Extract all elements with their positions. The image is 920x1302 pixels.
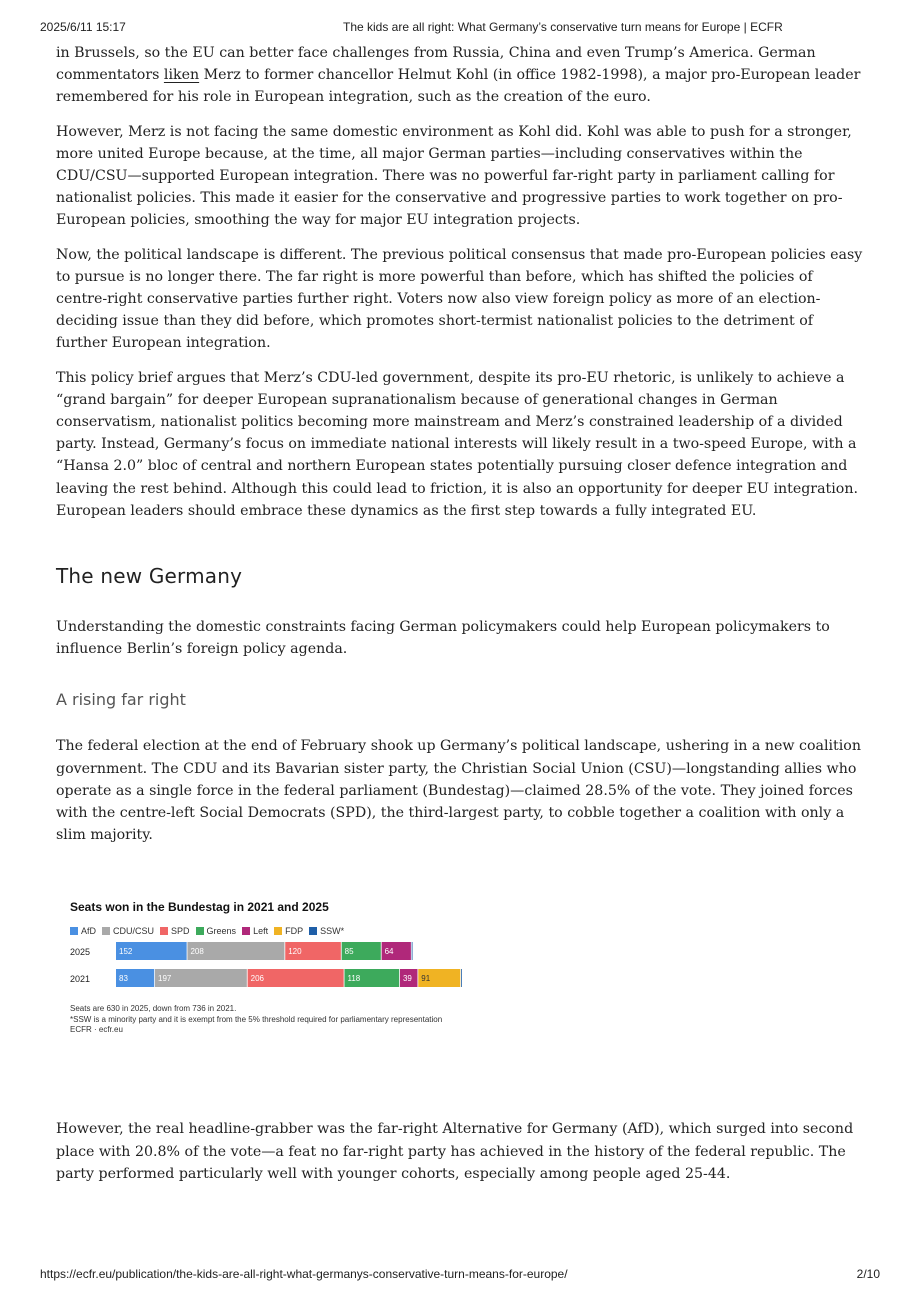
liken-link[interactable]: liken — [163, 67, 200, 84]
paragraph-4: This policy brief argues that Merz’s CDU-led government, despite its pro-EU rhetoric, is unlikely to achieve a “grand bargain” for deeper European supranationalism because of generational changes in German conservatism, nationalist politics becoming more mainstream and Merz’s constrained leadership of a divided party. Instead, Germany’s focus on immediate national interests will likely result in a two-speed Europe, with a “Hansa 2.0” bloc of central and northern European states potentially pursuing closer defence integration and leaving the rest behind. Although this could lead to friction, it is also an opportunity for deeper EU integration. European leaders should embrace these dynamics as the first step towards a fully integrated EU. — [56, 369, 858, 519]
legend-swatch — [309, 927, 317, 935]
paragraph-1 — [56, 42, 868, 109]
chart-legend — [70, 926, 344, 936]
print-page-title: The kids are all right: What Germany’s conservative turn means for Europe | ECFR — [343, 20, 783, 34]
legend-label: SSW* — [320, 926, 345, 937]
section-heading: The new Germany — [56, 564, 243, 589]
legend-item-ssw — [309, 926, 344, 936]
print-datetime: 2025/6/11 15:17 — [40, 20, 126, 34]
bar-value-label: 85 — [344, 947, 354, 957]
chart-note — [70, 1003, 442, 1025]
legend-item-cdu-csu — [102, 926, 154, 936]
legend-label: FDP — [285, 926, 304, 937]
bar-2021-ssw — [461, 969, 462, 987]
chart-note-line-2: *SSW is a minority party and it is exempt from the 5% threshold required for parliamentary representation — [70, 1015, 443, 1025]
bar-value-label: 206 — [250, 974, 264, 984]
seats-bar-chart — [56, 940, 496, 996]
legend-label: Left — [253, 926, 269, 937]
legend-label: Greens — [206, 926, 237, 937]
bar-value-label: 120 — [288, 947, 302, 957]
legend-swatch — [242, 927, 250, 935]
chart-note-line-1: Seats are 630 in 2025, down from 736 in 2021. — [70, 1004, 237, 1014]
paragraph-1-end: Merz to former chancellor Helmut Kohl (in office 1982-1998), a major pro-European leader remembered for his role in European integration, such as the creation of the euro. — [56, 67, 861, 106]
print-footer — [40, 1267, 880, 1285]
seats-chart-figure — [56, 876, 868, 1104]
article-body — [56, 42, 868, 1197]
legend-label: SPD — [171, 926, 190, 937]
legend-label: CDU/CSU — [113, 926, 155, 937]
bar-2025-ssw — [412, 942, 413, 960]
legend-item-greens — [196, 926, 237, 936]
category-label-2025: 2025 — [70, 947, 91, 958]
page-url: https://ecfr.eu/publication/the-kids-are-all-right-what-germanys-conservative-turn-means-for-europe/ — [40, 1267, 568, 1281]
bar-value-label: 83 — [119, 974, 128, 984]
paragraph-7: However, the real headline-grabber was the far-right Alternative for Germany (AfD), which surged into second place with 20.8% of the vote—a feat no far-right party has achieved in the history of the federal republic. The party performed particularly well with younger cohorts, especially among people aged 25-44. — [56, 1121, 854, 1182]
category-label-2021: 2021 — [70, 974, 91, 985]
chart-source: ECFR · ecfr.eu — [70, 1025, 123, 1035]
legend-swatch — [102, 927, 110, 935]
paragraph-6: The federal election at the end of February shook up Germany’s political landscape, ushering in a new coalition government. The CDU and its Bavarian sister party, the Christian Social Union (CSU)—longstanding allies who operate as a single force in the federal parliament (Bundestag)—claimed 28.5% of the vote. They joined forces with the centre-left Social Democrats (SPD), the third-largest party, to cobble together a coalition with only a slim majority. — [56, 738, 861, 844]
bar-value-label: 197 — [158, 974, 172, 984]
chart-title: Seats won in the Bundestag in 2021 and 2025 — [70, 900, 329, 915]
page-number: 2/10 — [856, 1267, 880, 1281]
bar-value-label: 118 — [347, 974, 361, 984]
legend-item-fdp — [274, 926, 303, 936]
bar-value-label: 91 — [421, 974, 431, 984]
legend-item-spd — [160, 926, 190, 936]
bar-value-label: 208 — [190, 947, 204, 957]
bar-value-label: 64 — [384, 947, 394, 957]
paragraph-5: Understanding the domestic constraints facing German policymakers could help European policymakers to influence Berlin’s foreign policy agenda. — [56, 619, 830, 658]
legend-swatch — [70, 927, 78, 935]
legend-item-afd — [70, 926, 96, 936]
subsection-heading: A rising far right — [56, 690, 186, 710]
legend-label: AfD — [81, 926, 97, 937]
legend-item-left — [242, 926, 268, 936]
bar-value-label: 152 — [119, 947, 133, 957]
legend-swatch — [196, 927, 204, 935]
paragraph-1-start: in Brussels, so the EU can better face challenges from Russia, China and even Trump’s America. German commentators — [56, 45, 816, 84]
print-header — [40, 20, 880, 38]
legend-swatch — [274, 927, 282, 935]
paragraph-3: Now, the political landscape is different. The previous political consensus that made pro-European policies easy to pursue is no longer there. The far right is more powerful than before, which has shifted the policies of centre-right conservative parties further right. Voters now also view foreign policy as more of an election-deciding issue than they did before, which promotes short-termist nationalist policies to the detriment of further European integration. — [56, 246, 863, 352]
bar-value-label: 39 — [402, 974, 412, 984]
legend-swatch — [160, 927, 168, 935]
paragraph-2: However, Merz is not facing the same domestic environment as Kohl did. Kohl was able to push for a stronger, more united Europe because, at the time, all major German parties—including conservatives within the CDU/CSU—supported European integration. There was no powerful far-right party in parliament calling for nationalist policies. This made it easier for the conservative and progressive parties to work together on pro-European policies, smoothing the way for major EU integration projects. — [56, 123, 852, 229]
